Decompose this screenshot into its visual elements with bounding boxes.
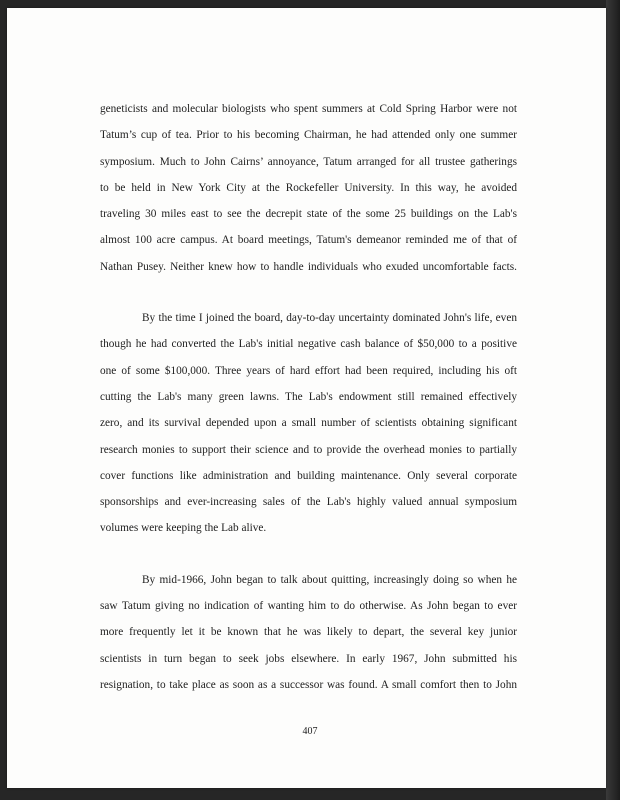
text-line: resignation, to take place as soon as a successor was found. A small comfort then to John [100, 678, 517, 691]
text-line: By the time I joined the board, day-to-day uncertainty dominated John's life, even [142, 312, 517, 325]
paragraph-2 [100, 305, 517, 542]
paragraph-gap [100, 542, 517, 567]
text-line: symposium. Much to John Cairns’ annoyance, Tatum arranged for all trustee gatherings [100, 155, 517, 168]
paragraph-gap [100, 280, 517, 305]
text-line: though he had converted the Lab's initial negative cash balance of $50,000 to a positive [100, 338, 517, 351]
text-line: scientists in turn began to seek jobs elsewhere. In early 1967, John submitted his [100, 652, 517, 665]
paragraph-1 [100, 96, 517, 280]
text-line: almost 100 acre campus. At board meetings, Tatum's demeanor reminded me of that of [100, 234, 517, 247]
text-line: research monies to support their science and to provide the overhead monies to partially [100, 443, 517, 456]
page-number: 407 [302, 726, 318, 737]
scan-edge-strip [606, 0, 620, 800]
text-line: By mid-1966, John began to talk about quitting, increasingly doing so when he [142, 573, 517, 586]
text-line: to be held in New York City at the Rockefeller University. In this way, he avoided [100, 181, 517, 194]
text-line: volumes were keeping the Lab alive. [100, 522, 267, 535]
text-line: traveling 30 miles east to see the decrepit state of the some 25 buildings on the Lab's [100, 208, 517, 221]
text-line: sponsorships and ever-increasing sales of the Lab's highly valued annual symposium [100, 496, 517, 509]
text-line: Tatum’s cup of tea. Prior to his becoming Chairman, he had attended only one summer [100, 129, 517, 142]
body-text [100, 96, 517, 698]
text-line: one of some $100,000. Three years of hard effort had been required, including his oft [100, 364, 517, 377]
text-line: cover functions like administration and building maintenance. Only several corporate [100, 469, 517, 482]
text-line: zero, and its survival depended upon a small number of scientists obtaining significant [100, 417, 517, 430]
text-line: saw Tatum giving no indication of wanting him to do otherwise. As John began to ever [100, 600, 517, 613]
text-line: more frequently let it be known that he was likely to depart, the several key junior [100, 626, 517, 639]
text-line: cutting the Lab's many green lawns. The Lab's endowment still remained effectively [100, 390, 517, 403]
paragraph-3 [100, 567, 517, 698]
text-line: geneticists and molecular biologists who spent summers at Cold Spring Harbor were not [100, 103, 517, 115]
text-line: Nathan Pusey. Neither knew how to handle individuals who exuded uncomfortable facts. [100, 260, 517, 273]
